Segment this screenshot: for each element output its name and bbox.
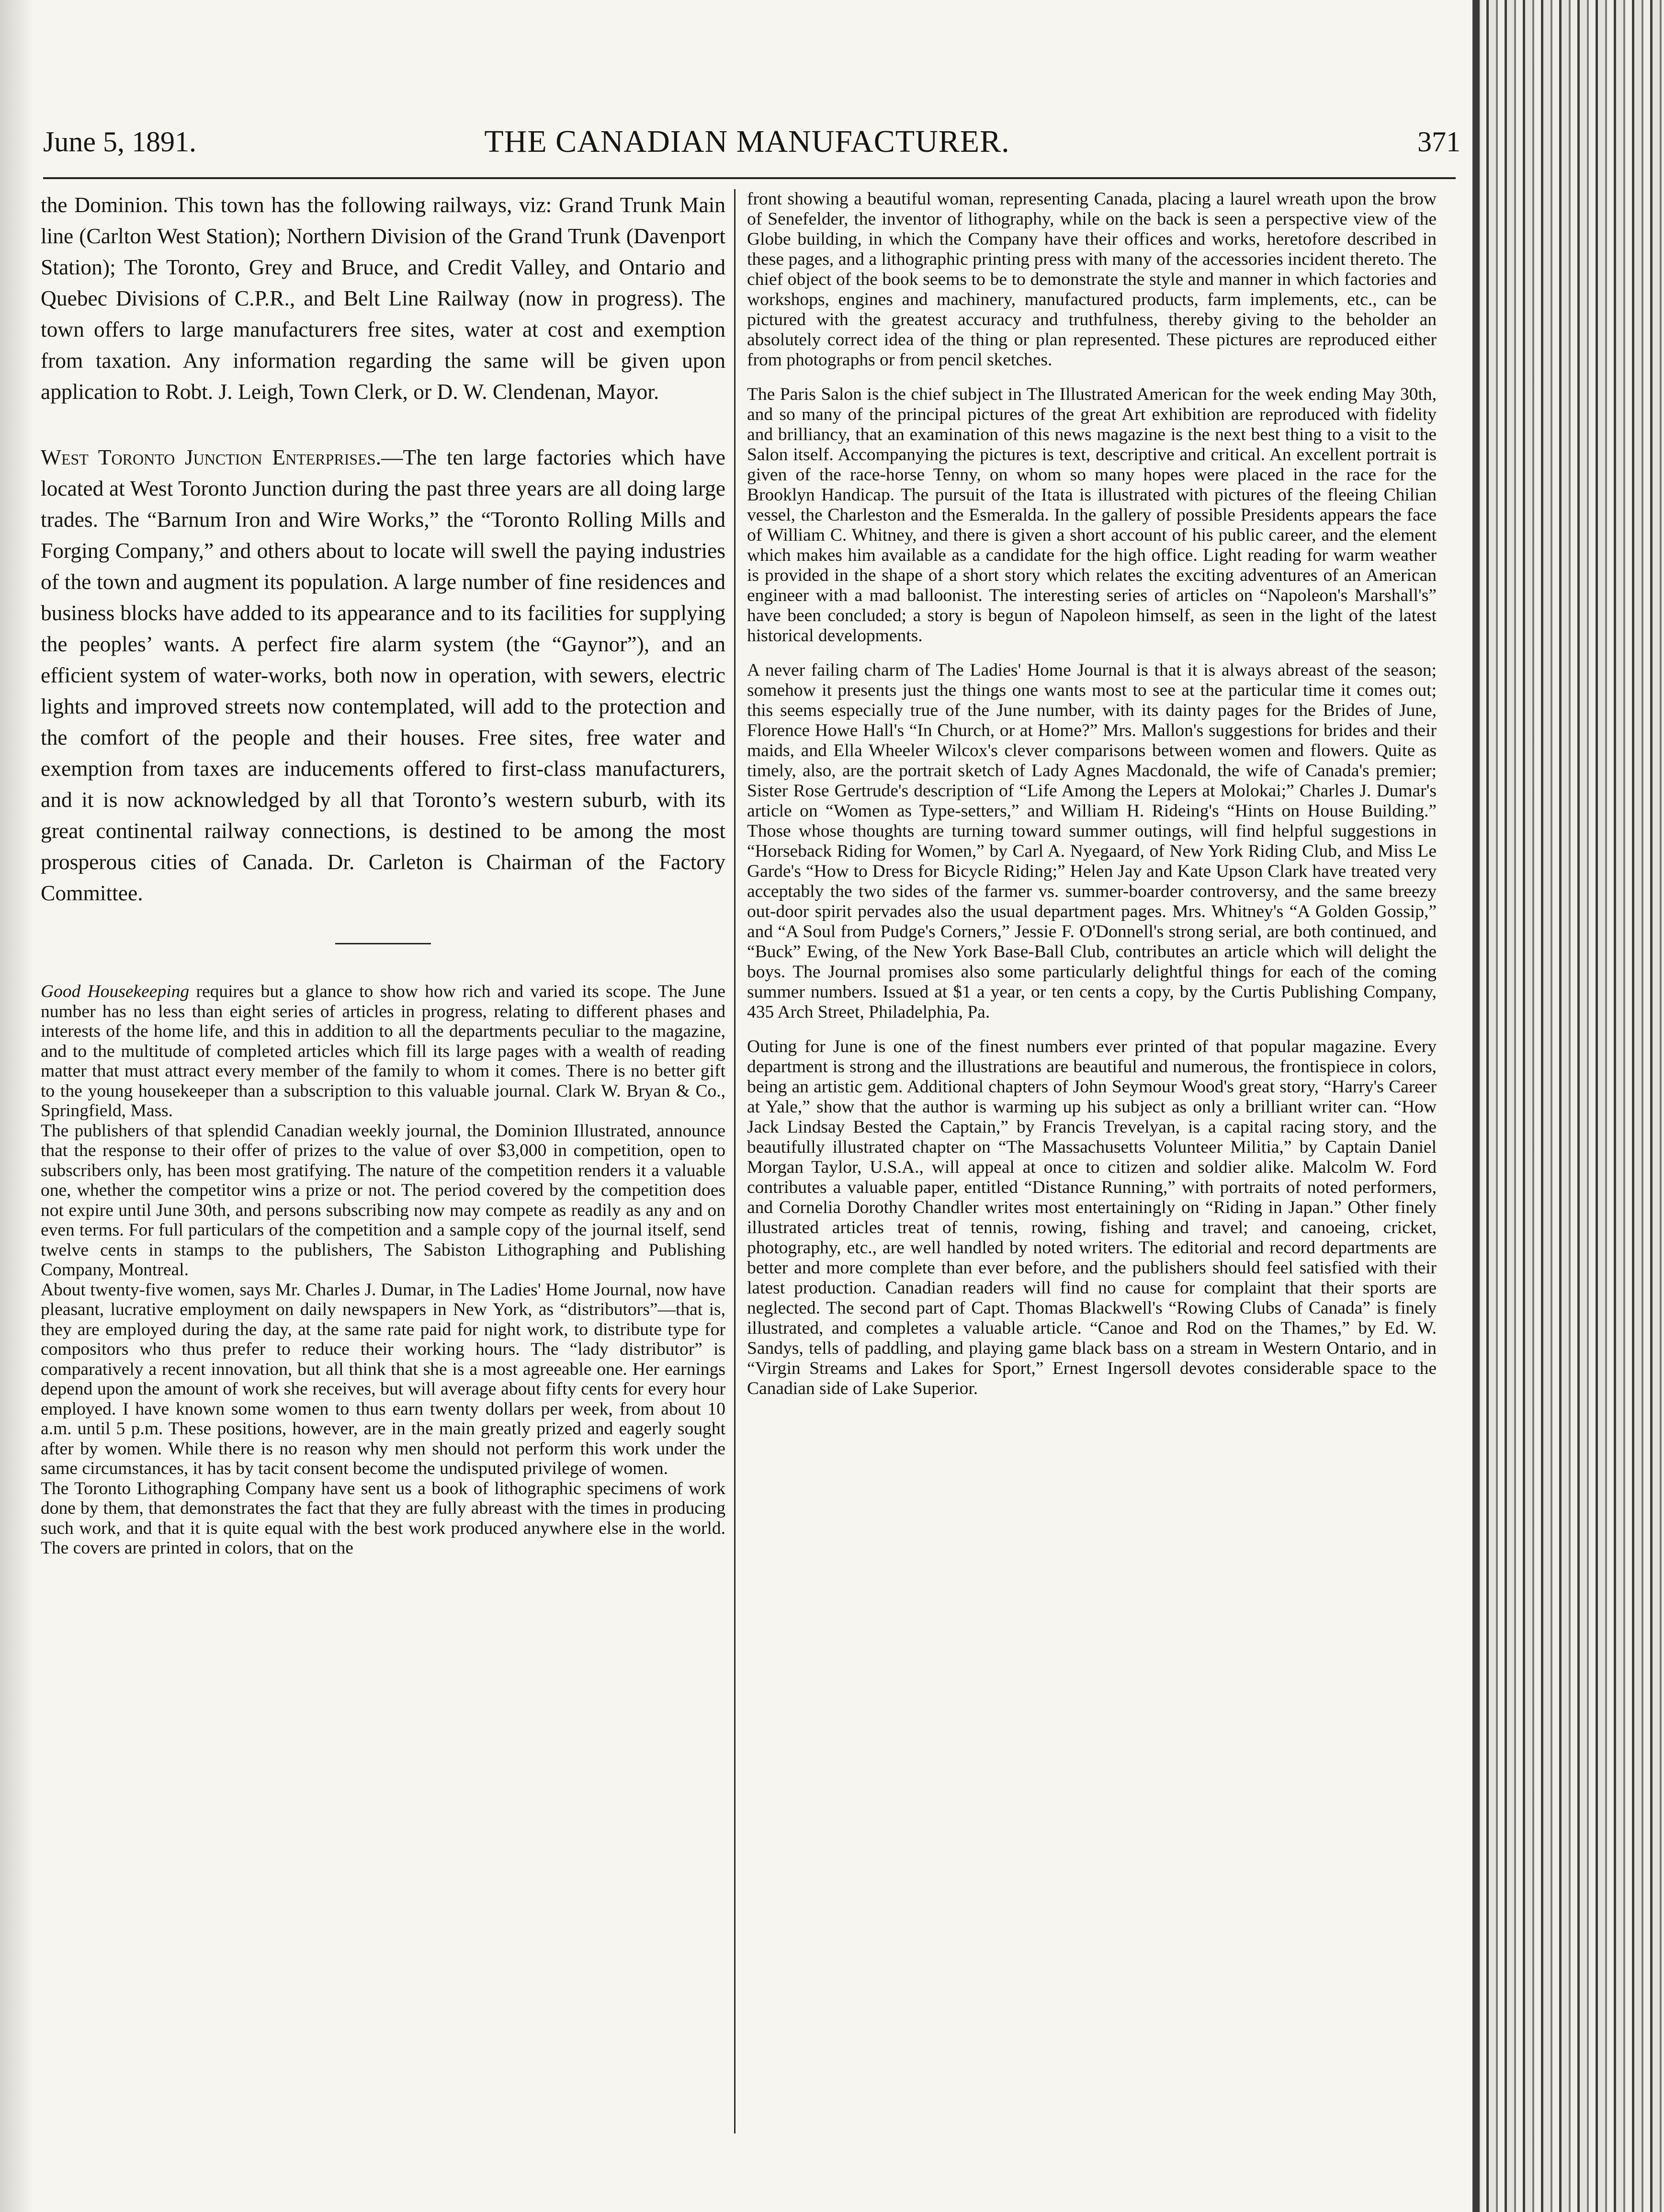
page-left-shadow <box>0 0 34 2212</box>
article-toronto-lithographing: The Toronto Lithographing Company have sent us a book of lithographic specimens of work done by them, that demonstrates the fact that they are fully abreast with the times in producing such work, and that it is quite equal with the best work produced anywhere else in the world. The covers are printed in colors, that on the <box>41 1478 725 1558</box>
article-illustrated-american: The Paris Salon is the chief subject in The Illustrated American for the week ending May 30th, and so many of the principal pictures of the great Art exhibition are reproduced with fidelity and brilliancy, that an examination of this news magazine is the next best thing to a visit to the Salon itself. Accompanying the pictures is text, descriptive and critical. An excellent portrait is given of the race-horse Tenny, on whom so many hopes were placed in the race for the Brooklyn Handicap. The pursuit of the Itata is illustrated with pictures of the fleeing Chilian vessel, the Charleston and the Esmeralda. In the gallery of possible Presidents appears the face of William C. Whitney, and there is given a short account of his public career, and the element which makes him available as a candidate for the high office. Light reading for warm weather is provided in the shape of a short story which relates the exciting adventures of an American engineer with a mad balloonist. The interesting series of articles on “Napoleon's Marshall's” have been concluded; a story is begun of Napoleon himself, as seen in the light of the latest historical developments. <box>747 385 1437 646</box>
article-west-toronto-enterprises <box>41 442 725 908</box>
article-body: —The ten large factories which have located at West Toronto Junction during the past three years are all doing large trades. The “Barnum Iron and Wire Works,” the “Toronto Rolling Mills and Forging Company,” and others about to locate will swell the paying industries of the town and augment its population. A large number of fine residences and business blocks have added to its appearance and to its facilities for supplying the peoples’ wants. A perfect fire alarm system (the “Gaynor”), and an efficient system of water-works, both now in operation, with sewers, electric lights and improved streets now contemplated, will add to the protection and the comfort of the people and their houses. Free sites, free water and exemption from taxes are inducements offered to first-class manufacturers, and it is now acknowledged by all that Toronto’s western suburb, with its great continental railway connections, is destined to be among the most prosperous cities of Canada. Dr. Carleton is Chairman of the Factory Committee. <box>41 445 725 905</box>
article-outing: Outing for June is one of the finest numbers ever printed of that popular magazine. Every department is strong and the illustrations are beautiful and numerous, the frontispiece in colors, being an artistic gem. Additional chapters of John Seymour Wood's great story, “Harry's Career at Yale,” show that the author is warming up his subject as only a brilliant writer can. “How Jack Lindsay Bested the Captain,” by Francis Trevelyan, is a capital racing story, and the beautifully illustrated chapter on “The Massachusetts Volunteer Militia,” by Captain Daniel Morgan Taylor, U.S.A., will appeal at once to citizen and soldier alike. Malcolm W. Ford contributes a valuable paper, entitled “Distance Running,” with portraits of noted performers, and Cornelia Dorothy Chandler writes most entertainingly on “Riding in Japan.” Other finely illustrated articles treat of tennis, rowing, fishing and travel; and canoeing, cricket, photography, etc., are well handled by noted writers. The editorial and record departments are better and more complete than ever before, and the publishers should feel satisfied with their latest production. Canadian readers will find no cause for complaint that their sports are neglected. The second part of Capt. Thomas Blackwell's “Rowing Clubs of Canada” is finely illustrated, and completes a valuable article. “Canoe and Rod on the Thames,” by Ed. W. Sandys, tells of paddling, and playing game black bass on a stream in Western Ontario, and in “Virgin Streams and Lakes for Sport,” Ernest Ingersoll devotes considerable space to the Canadian side of Lake Superior. <box>747 1037 1437 1398</box>
article-lady-distributors: About twenty-five women, says Mr. Charles J. Dumar, in The Ladies' Home Journal, now have pleasant, lucrative employment on daily newspapers in New York, as “distributors”—that is, they are employed during the day, at the same rate paid for night work, to distribute type for compositors who thus prefer to reduce their working hours. The “lady distributor” is comparatively a recent innovation, but all think that she is a most agreeable one. Her earnings depend upon the amount of work she receives, but will average about fifty cents for every hour employed. I have known some women to thus earn twenty dollars per week, from about 10 a.m. until 5 p.m. These positions, however, are in the main greatly prized and eagerly sought after by women. While there is no reason why men should not perform this work under the same circumstances, it has by tacit consent become the undisputed privilege of women. <box>41 1280 725 1478</box>
column-rule <box>734 189 736 2133</box>
header-rule <box>43 177 1456 179</box>
book-binding <box>1480 0 1664 2212</box>
header-title: THE CANADIAN MANUFACTURER. <box>484 124 1010 159</box>
header-date: June 5, 1891. <box>43 126 196 158</box>
article-good-housekeeping <box>41 982 725 1121</box>
article-ladies-home-journal: A never failing charm of The Ladies' Home Journal is that it is always abreast of the season; somehow it presents just the things one wants most to see at the particular time it comes out; this seems especially true of the June number, with its dainty pages for the Brides of June, Florence Howe Hall's “In Church, or at Home?” Mrs. Mallon's suggestions for brides and their maids, and Ella Wheeler Wilcox's clever comparisons between women and flowers. Quite as timely, also, are the portrait sketch of Lady Agnes Macdonald, the wife of Canada's premier; Sister Rose Gertrude's description of “Life Among the Lepers at Molokai;” Charles J. Dumar's article on “Women as Type-setters,” and William H. Rideing's “Hints on House Building.” Those whose thoughts are turning toward summer outings, will find helpful suggestions in “Horseback Riding for Women,” by Carl A. Nyegaard, of New York Riding Club, and Miss Le Garde's “How to Dress for Bicycle Riding;” Helen Jay and Kate Upson Clark have treated very acceptably the two sides of the farmer vs. summer-boarder controversy, and the same breezy out-door spirit pervades also the usual department pages. Mrs. Whitney's “A Golden Gossip,” and “A Soul from Pudge's Corners,” Jessie F. O'Donnell's strong serial, are both continued, and “Buck” Ewing, of the New York Base-Ball Club, contributes an article which will delight the boys. The Journal promises also some particularly delightful things for each of the coming summer numbers. Issued at $1 a year, or ten cents a copy, by the Curtis Publishing Company, 435 Arch Street, Philadelphia, Pa. <box>747 660 1437 1022</box>
header-page-number: 371 <box>1417 126 1460 158</box>
page-header <box>34 120 1460 172</box>
article-paragraph-town-railways: the Dominion. This town has the following railways, viz: Grand Trunk Main line (Carlton West Station); Northern Division of the Grand Trunk (Davenport Station); The Toronto, Grey and Bruce, and Credit Valley, and Ontario and Quebec Divisions of C.P.R., and Belt Line Railway (now in progress). The town offers to large manufacturers free sites, water at cost and exemption from taxation. Any information regarding the same will be given upon application to Robt. J. Leigh, Town Clerk, or D. W. Clendenan, Mayor. <box>41 193 725 404</box>
article-lead-heading: West Toronto Junction Enterprises. <box>41 445 381 469</box>
article-dominion-illustrated: The publishers of that splendid Canadian weekly journal, the Dominion Illustrated, announce that the response to their offer of prizes to the value of over $3,000 in competition, open to subscribers only, has been most gratifying. The nature of the competition renders it a valuable one, whether the competitor wins a prize or not. The period covered by the competition does not expire until June 30th, and persons subscribing now may compete as readily as any and on even terms. For full particulars of the competition and a sample copy of the journal itself, send twelve cents in stamps to the publishers, The Sabiston Lithographing and Publishing Company, Montreal. <box>41 1121 725 1280</box>
section-divider <box>335 943 431 944</box>
article-lithographing-continued: front showing a beautiful woman, representing Canada, placing a laurel wreath upon the brow of Senefelder, the inventor of lithography, while on the back is seen a perspective view of the Globe building, in which the Company have their offices and works, heretofore described in these pages, and a lithographic printing press with many of the accessories incident thereto. The chief object of the book seems to be to demonstrate the style and manner in which factories and workshops, engines and machinery, manufactured products, farm implements, etc., can be pictured with the greatest accuracy and truthfulness, thereby giving to the beholder an absolutely correct idea of the thing or plan represented. These pictures are reproduced either from photographs or from pencil sketches. <box>747 189 1437 370</box>
right-column <box>747 189 1437 2138</box>
article-body: requires but a glance to show how rich and varied its scope. The June number has no less than eight series of articles in progress, relating to different phases and interests of the home life, and this in addition to all the departments peculiar to the magazine, and to the multitude of completed articles which fill its large pages with a wealth of reading matter that must attract every member of the family to whom it comes. There is no better gift to the young housekeeper than a subscription to this valuable journal. Clark W. Bryan & Co., Springfield, Mass. <box>41 982 725 1121</box>
left-column <box>41 189 725 2138</box>
article-lead-title: Good Housekeeping <box>41 982 190 1001</box>
